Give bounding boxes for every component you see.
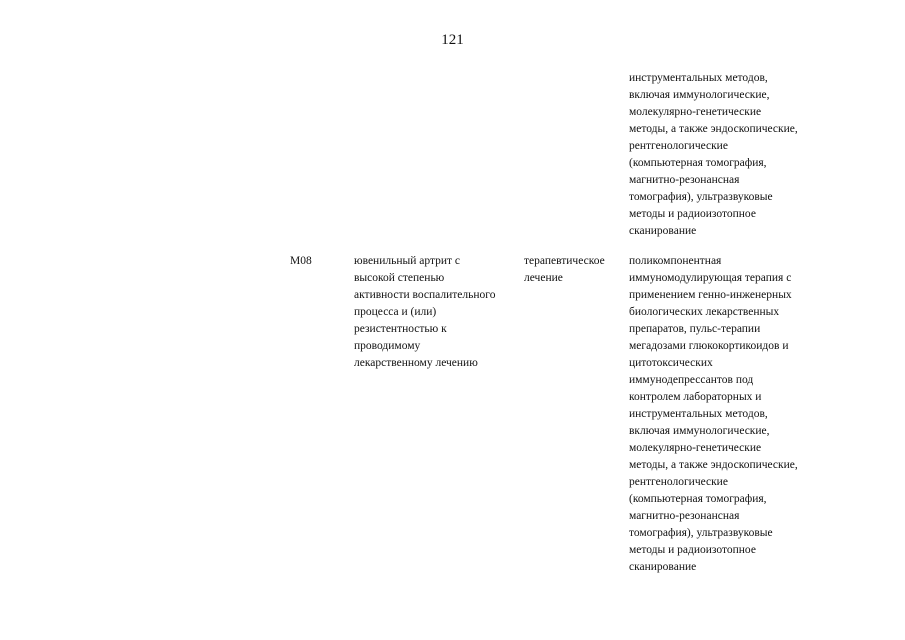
treatment-method-continuation: инструментальных методов, включая иммунологические, молекулярно-генетические методы, а также эндоскопические, рентгенологические (компьютерная томография, магнитно-резонансная томография), ультразвуковые методы и радиоизотопное сканирование: [629, 72, 798, 237]
page-number: 121: [441, 32, 464, 48]
disease-code: M08: [290, 255, 312, 267]
treatment-type: терапевтическое лечение: [524, 255, 605, 284]
diagnosis-description: ювенильный артрит с высокой степенью активности воспалительного процесса и (или) резистентностью к проводимому лекарственному лечению: [354, 255, 496, 369]
treatment-method: поликомпонентная иммуномодулирующая терапия с применением генно-инженерных биологических лекарственных препаратов, пульс-терапии мегадозами глюкокортикоидов и цитотоксических иммунодепрессантов под контролем лабораторных и инструментальных методов, включая иммунологические, молекулярно-генетические методы, а также эндоскопические, рентгенологические (компьютерная томография, магнитно-резонансная томография), ультразвуковые методы и радиоизотопное сканирование: [629, 255, 798, 573]
